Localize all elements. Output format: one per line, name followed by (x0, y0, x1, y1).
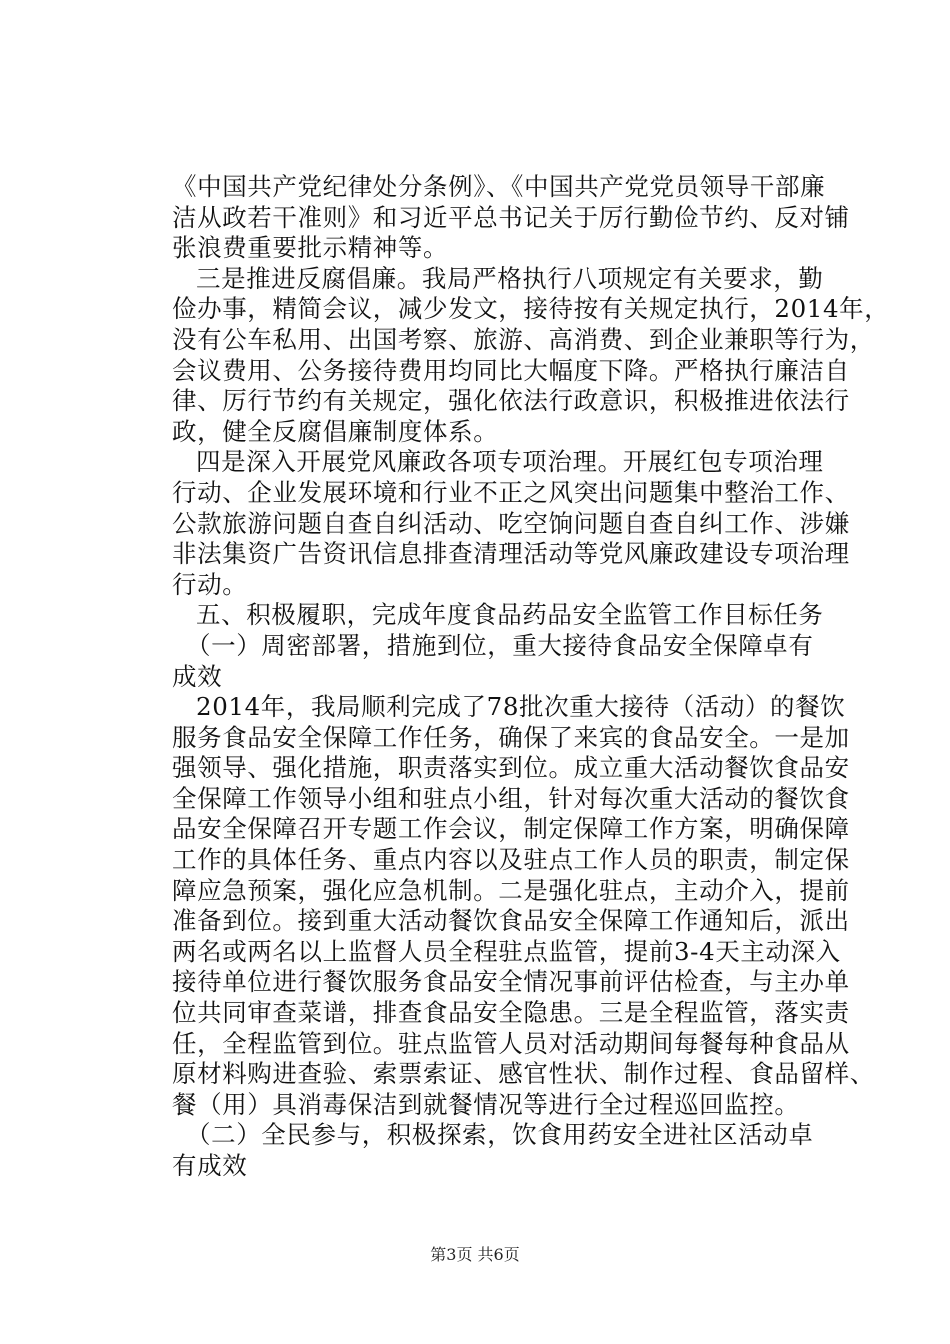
paragraph-line: 接待单位进行餐饮服务食品安全情况事前评估检查，与主办单 (172, 967, 850, 997)
paragraph-line: 强领导、强化措施，职责落实到位。成立重大活动餐饮食品安 (172, 753, 850, 783)
paragraph-line: 公款旅游问题自查自纠活动、吃空饷问题自查自纠工作、涉嫌 (172, 508, 850, 538)
paragraph-line: 洁从政若干准则》和习近平总书记关于厉行勤俭节约、反对铺 (172, 202, 850, 232)
paragraph-line: 俭办事，精简会议，减少发文，接待按有关规定执行，2014年， (172, 294, 890, 324)
paragraph-line: 两名或两名以上监督人员全程驻点监管，提前3-4天主动深入 (172, 936, 841, 966)
page-number-label: 第3页 共6页 (430, 1245, 520, 1264)
paragraph-line: 准备到位。接到重大活动餐饮食品安全保障工作通知后，派出 (172, 906, 850, 936)
paragraph-first-line: 四是深入开展党风廉政各项专项治理。开展红包专项治理 (196, 447, 824, 477)
paragraph-line: 没有公车私用、出国考察、旅游、高消费、到企业兼职等行为， (172, 324, 875, 354)
paragraph-line: 《中国共产党纪律处分条例》、《中国共产党党员领导干部廉 (172, 172, 826, 201)
paragraph-line: 位共同审查菜谱，排查食品安全隐患。三是全程监管，落实责 (172, 998, 850, 1028)
document-body (172, 172, 890, 1182)
subsection-heading-line: 成效 (172, 661, 223, 691)
page-footer (0, 1245, 950, 1265)
paragraph-line: 餐（用）具消毒保洁到就餐情况等进行全过程巡回监控。 (172, 1089, 800, 1119)
paragraph-line: 律、厉行节约有关规定，强化依法行政意识，积极推进依法行 (172, 386, 850, 416)
paragraph-line: 品安全保障召开专题工作会议，制定保障工作方案，明确保障 (172, 814, 850, 844)
paragraph-line: 工作的具体任务、重点内容以及驻点工作人员的职责，制定保 (172, 845, 850, 875)
paragraph-line: 服务食品安全保障工作任务，确保了来宾的食品安全。一是加 (172, 722, 850, 752)
paragraph-line: 障应急预案，强化应急机制。二是强化驻点，主动介入，提前 (172, 875, 850, 905)
paragraph-line: 全保障工作领导小组和驻点小组，针对每次重大活动的餐饮食 (172, 783, 850, 813)
paragraph-line: 行动、企业发展环境和行业不正之风突出问题集中整治工作、 (172, 477, 850, 507)
paragraph-first-line: 三是推进反腐倡廉。我局严格执行八项规定有关要求，勤 (196, 263, 824, 293)
section-heading: 五、积极履职，完成年度食品药品安全监管工作目标任务 (196, 600, 824, 630)
subsection-heading: （二）全民参与，积极探索，饮食用药安全进社区活动卓 (186, 1120, 814, 1150)
paragraph-line: 行动。 (172, 569, 248, 599)
subsection-heading: （一）周密部署，措施到位，重大接待食品安全保障卓有 (186, 630, 814, 660)
paragraph-line: 任，全程监管到位。驻点监管人员对活动期间每餐每种食品从 (172, 1028, 850, 1058)
paragraph-line: 会议费用、公务接待费用均同比大幅度下降。严格执行廉洁自 (172, 355, 850, 385)
paragraph-line: 原材料购进查验、索票索证、感官性状、制作过程、食品留样、 (172, 1059, 875, 1089)
paragraph-line: 非法集资广告资讯信息排查清理活动等党风廉政建设专项治理 (172, 539, 850, 569)
subsection-heading-line: 有成效 (172, 1151, 248, 1180)
paragraph-line: 政，健全反腐倡廉制度体系。 (172, 416, 499, 446)
paragraph-first-line: 2014年，我局顺利完成了78批次重大接待（活动）的餐饮 (196, 692, 846, 722)
paragraph-line: 张浪费重要批示精神等。 (172, 233, 449, 263)
